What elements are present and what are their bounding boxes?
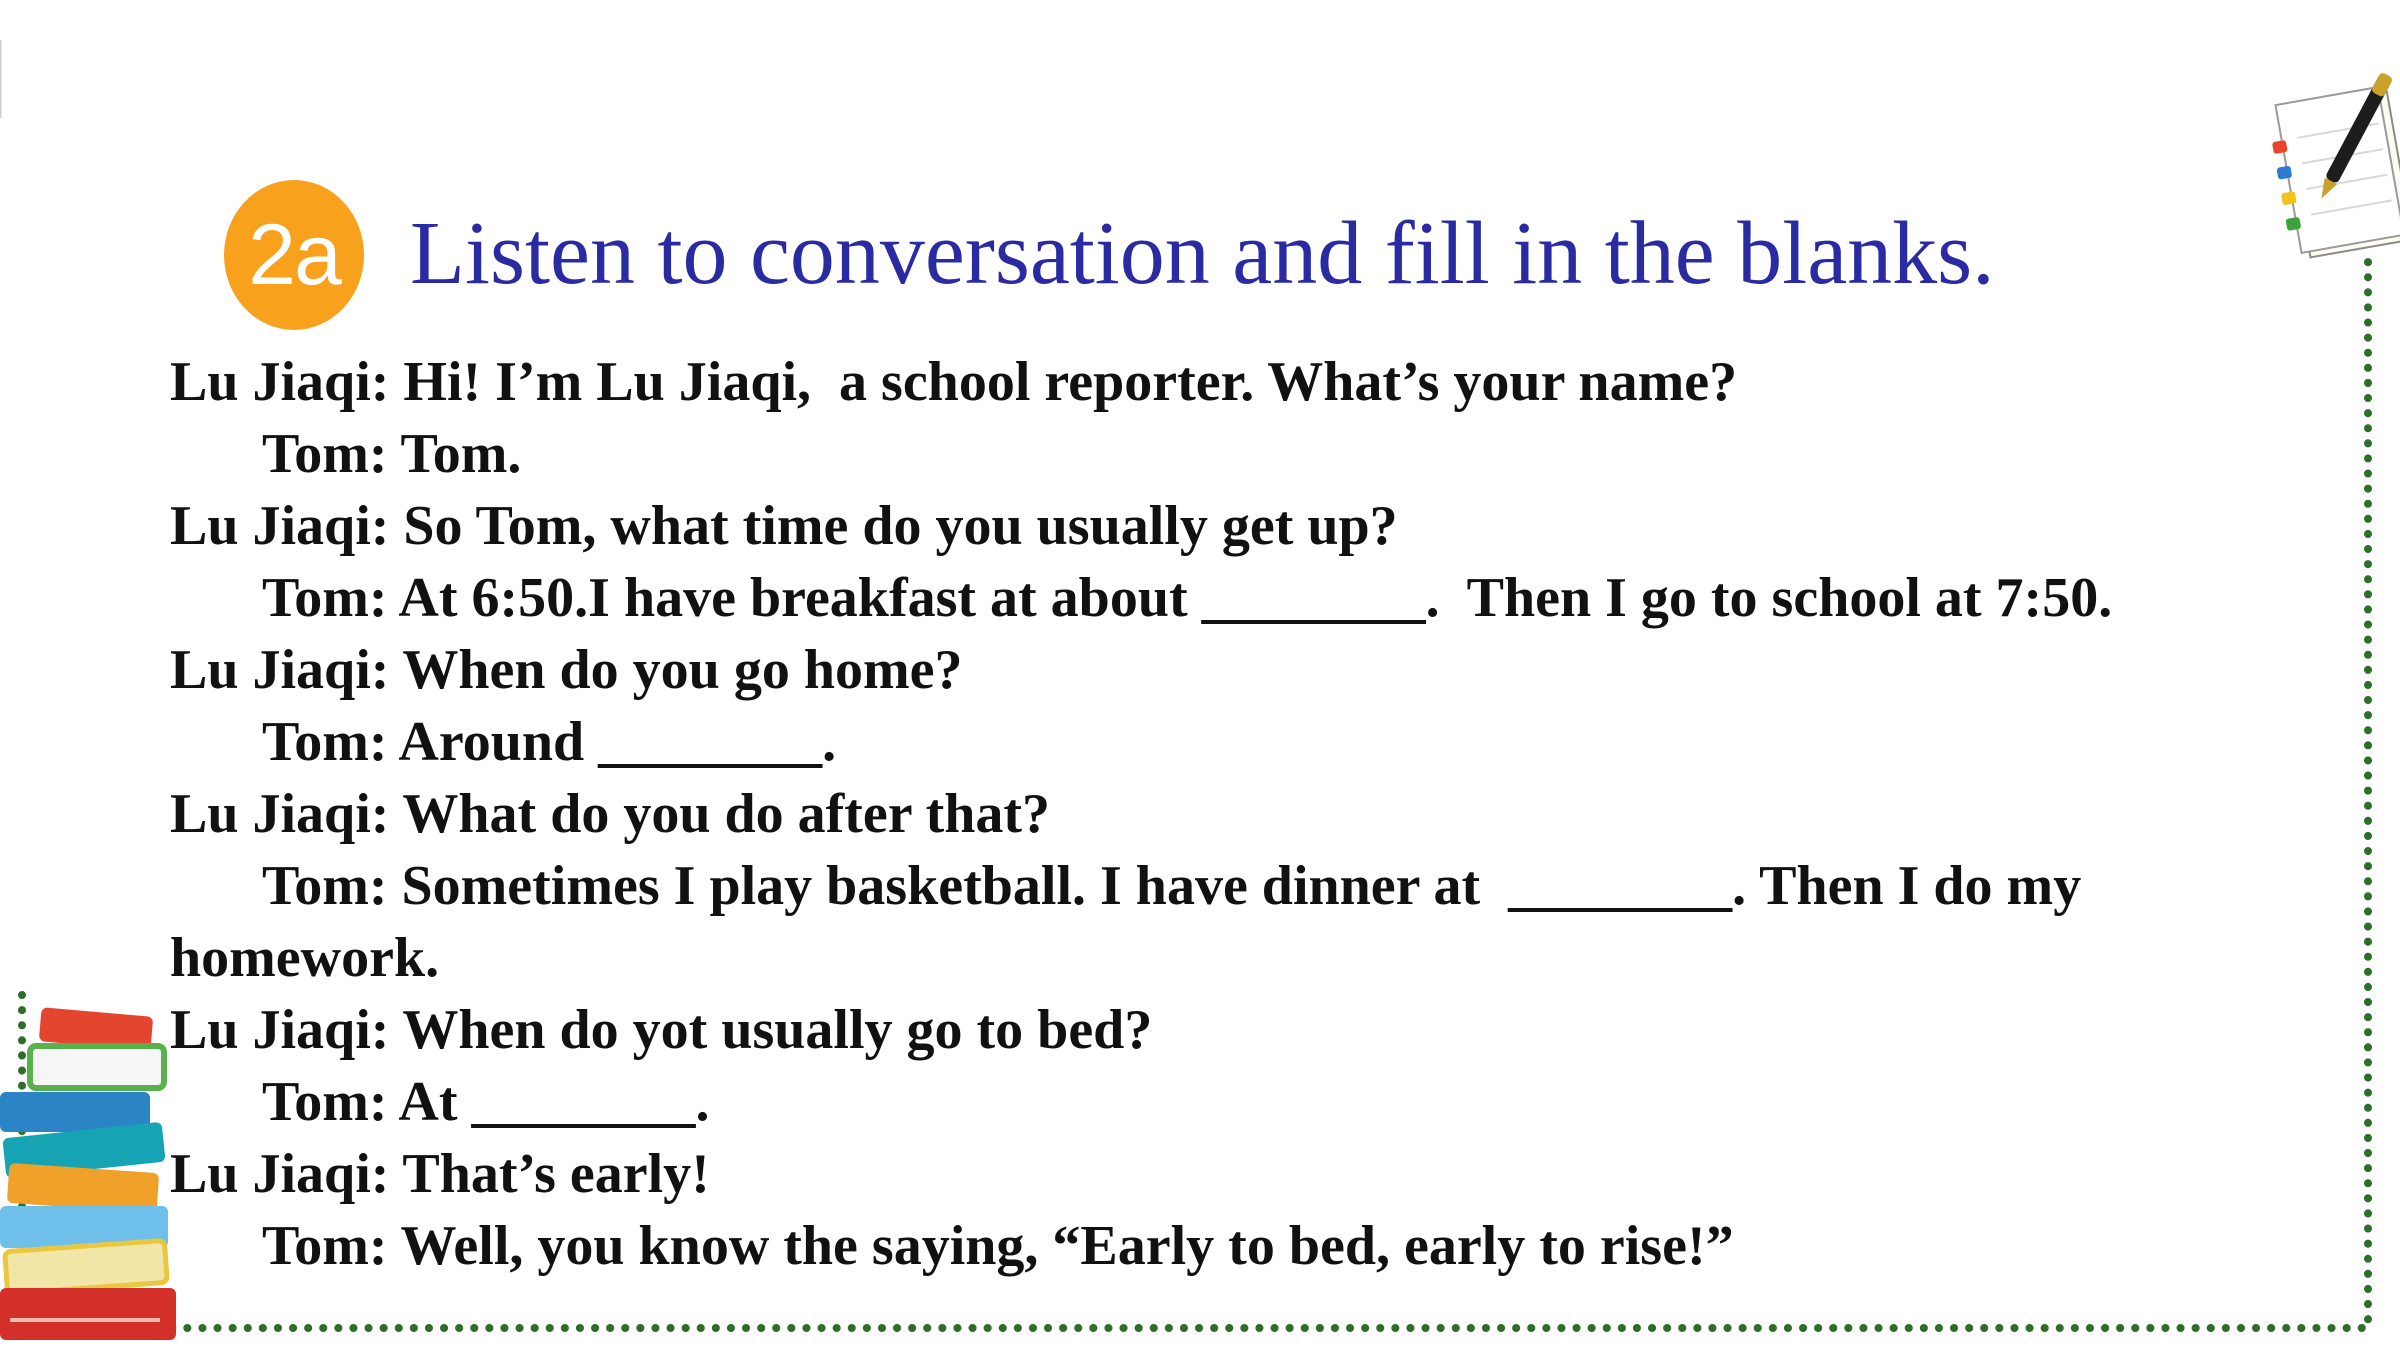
dialogue-line: Tom: At ________.	[262, 1071, 710, 1133]
page-title: Listen to conversation and fill in the blanks.	[410, 204, 1995, 303]
dialogue-line: Tom: Well, you know the saying, “Early to bed, early to rise!”	[262, 1215, 1734, 1277]
dialogue-line: Tom: Tom.	[262, 423, 522, 485]
dialogue-line: homework.	[170, 927, 440, 989]
dialogue-line: Lu Jiaqi: When do you go home?	[170, 639, 963, 701]
dialogue-line: Lu Jiaqi: When do yot usually go to bed?	[170, 999, 1153, 1061]
dialogue-line: Lu Jiaqi: So Tom, what time do you usually get up?	[170, 495, 1398, 557]
dialogue-line: Tom: At 6:50.I have breakfast at about ________. Then I go to school at 7:50.	[262, 567, 2113, 629]
dialogue	[170, 346, 2280, 1282]
dialogue-line: Tom: Around ________.	[262, 711, 837, 773]
dialogue-line: Lu Jiaqi: That’s early!	[170, 1143, 710, 1205]
dialogue-line: Lu Jiaqi: Hi! I’m Lu Jiaqi, a school reporter. What’s your name?	[170, 351, 1738, 413]
dialogue-line: Lu Jiaqi: What do you do after that?	[170, 783, 1051, 845]
section-badge: 2a	[224, 180, 364, 330]
book-stack-icon	[0, 1000, 180, 1350]
dialogue-line: Tom: Sometimes I play basketball. I have dinner at ________. Then I do my	[262, 855, 2082, 917]
notepad-pen-icon	[2268, 62, 2400, 282]
